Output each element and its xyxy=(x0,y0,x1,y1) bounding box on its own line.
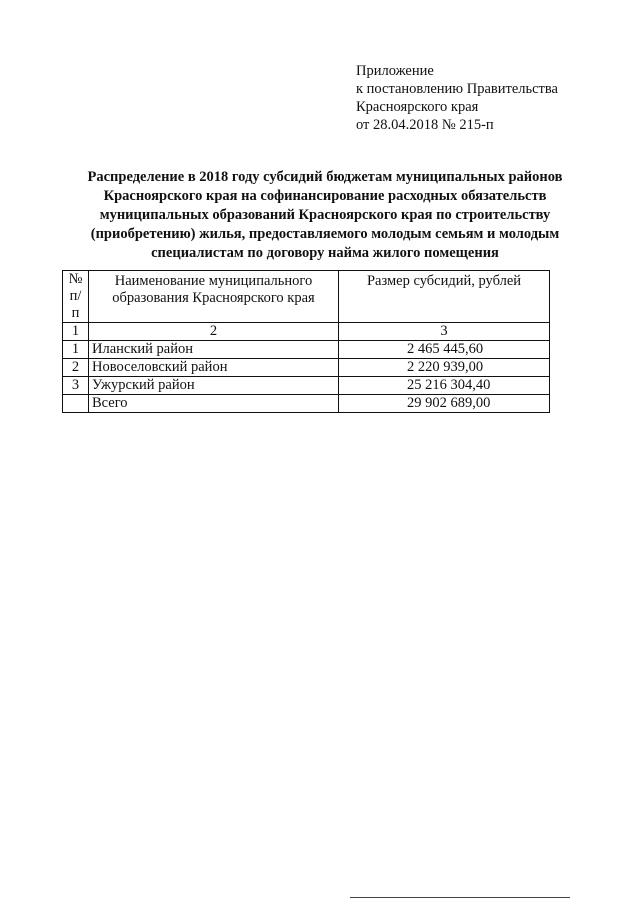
row-amount-cell: 25 216 304,40 xyxy=(339,377,550,395)
appendix-block xyxy=(356,62,558,134)
table-header-row xyxy=(63,271,550,323)
header-amount-cell: Размер субсидий, рублей xyxy=(339,271,550,323)
row-name-cell: Ужурский район xyxy=(89,377,339,395)
total-label-cell: Всего xyxy=(89,395,339,413)
table-row xyxy=(63,359,550,377)
header-name-cell xyxy=(89,271,339,323)
total-row xyxy=(63,395,550,413)
table-row xyxy=(63,341,550,359)
table-row xyxy=(63,377,550,395)
total-num-cell xyxy=(63,395,89,413)
header-name-line2: образования Красноярского края xyxy=(112,290,315,306)
header-num-line1: № xyxy=(68,271,83,287)
appendix-line: Красноярского края xyxy=(356,99,479,115)
column-index-cell: 1 xyxy=(63,323,89,341)
appendix-line: к постановлению Правительства xyxy=(356,81,558,97)
column-index-cell: 2 xyxy=(89,323,339,341)
column-index-row xyxy=(63,323,550,341)
row-num-cell: 1 xyxy=(63,341,89,359)
header-num-cell xyxy=(63,271,89,323)
row-name-cell: Новоселовский район xyxy=(89,359,339,377)
appendix-line: Приложение xyxy=(356,63,434,79)
row-num-cell: 2 xyxy=(63,359,89,377)
header-name-line1: Наименование муниципального xyxy=(114,273,313,289)
title-line: Распределение в 2018 году субсидий бюджетам муниципальных районов xyxy=(87,169,563,185)
total-amount-cell: 29 902 689,00 xyxy=(339,395,550,413)
column-index-cell: 3 xyxy=(339,323,550,341)
subsidies-table xyxy=(62,270,550,413)
title-line: Красноярского края на софинансирование расходных обязательств xyxy=(103,188,547,204)
document-title xyxy=(62,168,588,263)
row-amount-cell: 2 220 939,00 xyxy=(339,359,550,377)
appendix-line: от 28.04.2018 № 215-п xyxy=(356,117,494,133)
title-line: муниципальных образований Красноярского края по строительству xyxy=(99,207,551,223)
row-num-cell: 3 xyxy=(63,377,89,395)
header-num-line2: п/п xyxy=(69,288,82,321)
row-amount-cell: 2 465 445,60 xyxy=(339,341,550,359)
title-line: специалистам по договору найма жилого помещения xyxy=(151,245,499,261)
title-line: (приобретению) жилья, предоставляемого молодым семьям и молодым xyxy=(90,226,560,242)
page-bottom-rule xyxy=(350,897,570,898)
row-name-cell: Иланский район xyxy=(89,341,339,359)
